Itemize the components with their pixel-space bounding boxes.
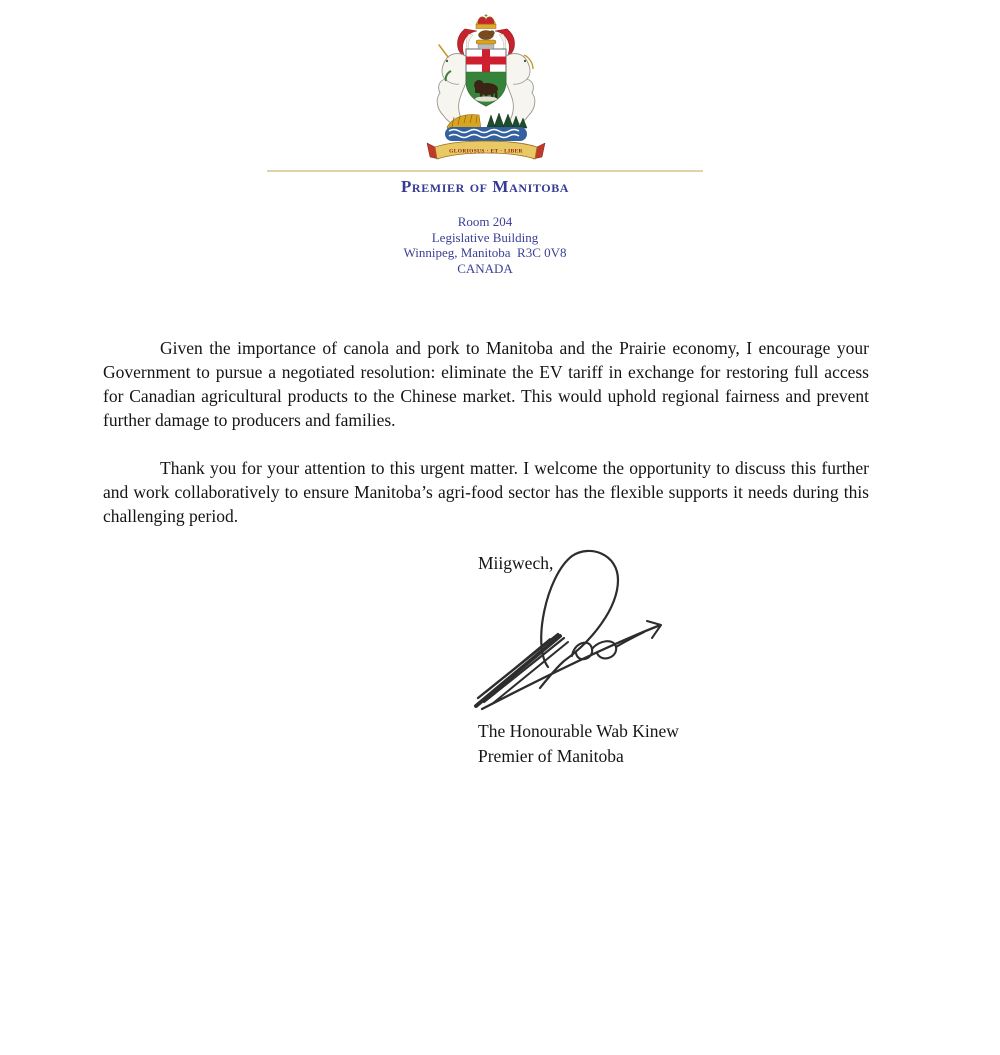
letterhead-rule — [267, 170, 703, 172]
motto-ribbon-icon — [427, 141, 545, 159]
address-line-room: Room 204 — [457, 214, 513, 229]
closing-salutation: Miigwech, — [478, 553, 554, 573]
crest-motto-text: GLORIOSUS · ET · LIBER — [449, 148, 523, 155]
manitoba-coat-of-arms-icon — [421, 13, 551, 164]
horse-supporter-icon — [502, 54, 535, 127]
letterhead-address — [267, 214, 703, 276]
body-paragraph-1: Given the importance of canola and pork to Manitoba and the Prairie economy, I encourage your Government to pursue a negotiated resolution: eliminate the EV tariff in exchange for restoring full access for Canadian agricultural products to the Chinese market. This would uphold regional fairness and prevent further damage to producers and families. — [103, 338, 869, 430]
address-line-building: Legislative Building — [431, 229, 539, 245]
water-icon — [445, 127, 527, 141]
shield-icon — [466, 49, 506, 106]
helm-icon — [476, 40, 496, 49]
crest-beaver-icon — [479, 31, 495, 40]
letterhead-title: Premier of Manitoba — [400, 177, 570, 196]
address-line-city: Winnipeg, Manitoba R3C 0V8 — [403, 245, 567, 261]
body-paragraph-2: Thank you for your attention to this urgent matter. I welcome the opportunity to discuss this further and work collaboratively to ensure Manitoba’s agri-food sector has the flexible supports it needs during this challenging period. — [103, 458, 869, 526]
address-line-country: CANADA — [457, 260, 513, 276]
unicorn-supporter-icon — [437, 45, 470, 127]
signer-title: Premier of Manitoba — [478, 745, 624, 766]
signer-name: The Honourable Wab Kinew — [478, 721, 679, 741]
signature-block — [478, 719, 679, 768]
signature-handwriting — [472, 546, 682, 716]
crown-icon — [476, 14, 496, 29]
